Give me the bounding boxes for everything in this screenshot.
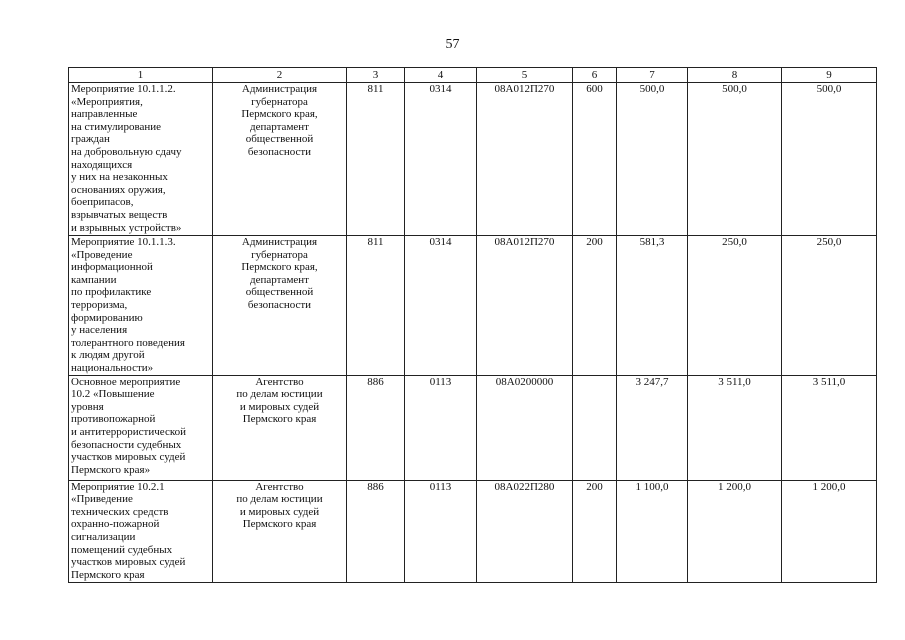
ministry-code-cell: 886 [347,480,405,582]
table-header-row [69,68,877,83]
responsible-body-cell: Администрация губернатора Пермского края, департамент общественной безопасности [213,83,347,236]
page-number: 57 [445,37,460,52]
table-row [69,236,877,376]
amount-col7-cell: 3 247,7 [617,375,688,480]
ministry-code-cell: 811 [347,83,405,236]
responsible-body-cell: Администрация губернатора Пермского края, департамент общественной безопасности [213,236,347,376]
amount-col7-cell: 1 100,0 [617,480,688,582]
activity-name-cell: Мероприятие 10.1.1.3. «Проведение информационной кампании по профилактике терроризма, формированию у населения толерантного поведения к людям другой национальности» [69,236,213,376]
table-row [69,83,877,236]
amount-col9-cell: 1 200,0 [782,480,877,582]
target-article-cell: 08А012П270 [477,83,573,236]
amount-col8-cell: 1 200,0 [688,480,782,582]
table-row [69,375,877,480]
target-article-cell: 08А012П270 [477,236,573,376]
expense-type-cell: 600 [573,83,617,236]
responsible-body-cell: Агентство по делам юстиции и мировых судей Пермского края [213,375,347,480]
column-header: 4 [405,68,477,83]
section-code-cell: 0113 [405,480,477,582]
column-header: 9 [782,68,877,83]
amount-col9-cell: 3 511,0 [782,375,877,480]
amount-col8-cell: 3 511,0 [688,375,782,480]
target-article-cell: 08А0200000 [477,375,573,480]
target-article-cell: 08А022П280 [477,480,573,582]
amount-col9-cell: 250,0 [782,236,877,376]
activity-name-cell: Мероприятие 10.2.1 «Приведение технических средств охранно-пожарной сигнализации помещений судебных участков мировых судей Пермского края [69,480,213,582]
amount-col7-cell: 581,3 [617,236,688,376]
section-code-cell: 0113 [405,375,477,480]
amount-col8-cell: 250,0 [688,236,782,376]
expense-type-cell: 200 [573,480,617,582]
table-row [69,480,877,582]
activity-name-cell: Мероприятие 10.1.1.2. «Мероприятия, направленные на стимулирование граждан на добровольную сдачу находящихся у них на незаконных основаниях оружия, боеприпасов, взрывчатых веществ и взрывных устройств» [69,83,213,236]
responsible-body-cell: Агентство по делам юстиции и мировых судей Пермского края [213,480,347,582]
column-header: 7 [617,68,688,83]
activity-name-cell: Основное мероприятие 10.2 «Повышение уровня противопожарной и антитеррористической безопасности судебных участков мировых судей Пермского края» [69,375,213,480]
column-header: 1 [69,68,213,83]
budget-table [68,67,877,583]
section-code-cell: 0314 [405,83,477,236]
column-header: 8 [688,68,782,83]
column-header: 3 [347,68,405,83]
amount-col9-cell: 500,0 [782,83,877,236]
ministry-code-cell: 811 [347,236,405,376]
amount-col7-cell: 500,0 [617,83,688,236]
section-code-cell: 0314 [405,236,477,376]
column-header: 5 [477,68,573,83]
amount-col8-cell: 500,0 [688,83,782,236]
column-header: 6 [573,68,617,83]
ministry-code-cell: 886 [347,375,405,480]
column-header: 2 [213,68,347,83]
expense-type-cell [573,375,617,480]
expense-type-cell: 200 [573,236,617,376]
